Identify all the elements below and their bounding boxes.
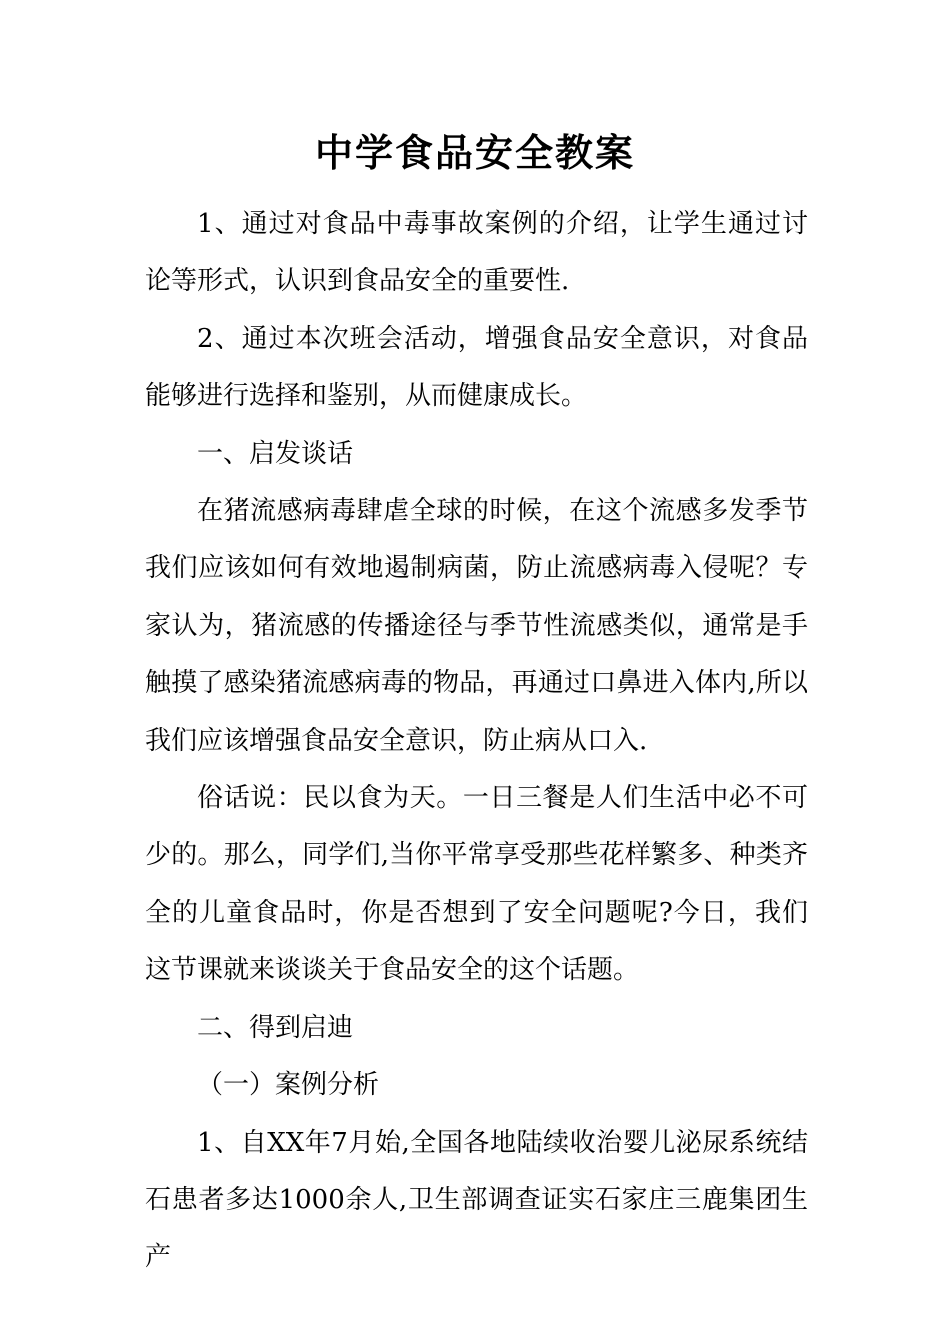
document-body <box>145 196 808 1287</box>
objective-paragraph-2: 2、通过本次班会活动，增强食品安全意识，对食品能够进行选择和鉴别，从而健康成长。 <box>145 323 808 412</box>
section-heading-1: 一、启发谈话 <box>197 438 354 469</box>
section-heading-2: 二、得到启迪 <box>197 1012 354 1043</box>
document-title: 中学食品安全教案 <box>314 131 635 175</box>
body-paragraph-proverb: 俗话说：民以食为天。一日三餐是人们生活中必不可少的。那么，同学们,当你平常享受那些花样繁多、种类齐全的儿童食品时，你是否想到了安全问题呢?今日，我们这节课就来谈谈关于食品安全的这个话题。 <box>145 783 808 986</box>
body-paragraph-swine-flu: 在猪流感病毒肆虐全球的时候，在这个流感多发季节我们应该如何有效地遏制病菌，防止流感病毒入侵呢？专家认为，猪流感的传播途径与季节性流感类似，通常是手触摸了感染猪流感病毒的物品，再通过口鼻进入体内,所以我们应该增强食品安全意识，防止病从口入. <box>145 496 808 756</box>
case-paragraph-1: 1、自XX年7月始,全国各地陆续收治婴儿泌尿系统结石患者多达1000余人,卫生部调查证实石家庄三鹿集团生产 <box>145 1127 808 1273</box>
objective-paragraph-1: 1、通过对食品中毒事故案例的介绍，让学生通过讨论等形式，认识到食品安全的重要性. <box>145 209 808 297</box>
sub-heading-case-analysis: （一）案例分析 <box>197 1070 380 1101</box>
